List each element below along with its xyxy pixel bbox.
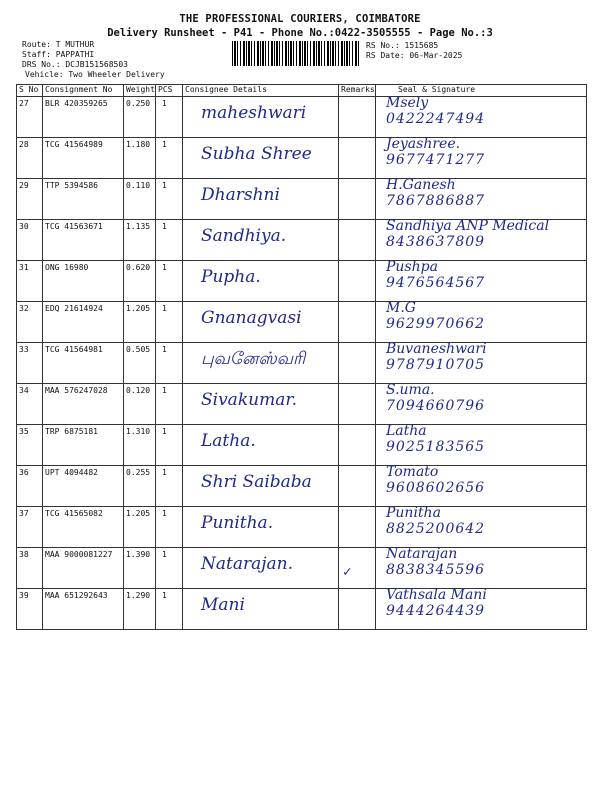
consignee-handwriting: Pupha. [201,267,261,287]
signature-phone: 9476564567 [386,275,486,291]
row-consignee [183,97,339,138]
row-weight: 1.310 [124,425,156,466]
vehicle-label: Vehicle: Two Wheeler Delivery [25,70,165,79]
table-row [17,97,587,138]
row-pcs: 1 [156,302,183,343]
row-remarks [339,466,376,507]
consignee-handwriting: Gnanagvasi [201,308,302,328]
row-pcs: 1 [156,425,183,466]
row-sno: 28 [17,138,43,179]
barcode-icon [232,41,360,66]
row-signature [376,466,587,507]
row-signature [376,343,587,384]
row-pcs: 1 [156,466,183,507]
row-remarks [339,343,376,384]
row-pcs: 1 [156,220,183,261]
row-signature [376,261,587,302]
table-row [17,179,587,220]
staff-label: Staff: PAPPATHI [22,50,95,59]
row-consignee [183,138,339,179]
row-remarks [339,548,376,589]
row-pcs: 1 [156,179,183,220]
signature-name: Buvaneshwari [386,341,487,357]
row-pcs: 1 [156,548,183,589]
row-signature [376,548,587,589]
row-sno: 38 [17,548,43,589]
report-subtitle: Delivery Runsheet - P41 - Phone No.:0422-3505555 - Page No.:3 [107,27,493,39]
row-weight: 0.110 [124,179,156,220]
signature-phone: 8825200642 [386,521,486,537]
row-weight: 1.290 [124,589,156,630]
signature-name: Tomato [386,464,439,480]
row-consignment-no: TCG 41564989 [43,138,124,179]
consignee-handwriting: Mani [201,595,245,615]
row-signature [376,425,587,466]
table-header-row [17,85,587,97]
signature-phone: 9608602656 [386,480,486,496]
row-sno: 36 [17,466,43,507]
signature-name: Vathsala Mani [386,587,487,603]
row-pcs: 1 [156,589,183,630]
row-pcs: 1 [156,138,183,179]
row-consignment-no: BLR 420359265 [43,97,124,138]
row-consignee [183,343,339,384]
signature-name: Msely [386,95,429,111]
signature-phone: 9629970662 [386,316,486,332]
row-remarks [339,261,376,302]
row-sno: 37 [17,507,43,548]
row-consignee [183,261,339,302]
row-consignee [183,507,339,548]
row-pcs: 1 [156,343,183,384]
col-consignment: Consignment No [43,85,124,97]
row-consignment-no: TTP 5394586 [43,179,124,220]
route-label: Route: T MUTHUR [22,40,95,49]
row-sno: 34 [17,384,43,425]
signature-phone: 8438637809 [386,234,486,250]
row-consignment-no: TCG 41564981 [43,343,124,384]
row-signature [376,179,587,220]
signature-phone: 7867886887 [386,193,486,209]
row-weight: 0.250 [124,97,156,138]
row-consignee [183,425,339,466]
row-consignee [183,548,339,589]
row-remarks [339,97,376,138]
row-consignee [183,220,339,261]
row-weight: 1.205 [124,302,156,343]
row-sno: 29 [17,179,43,220]
consignee-handwriting: Shri Saibaba [201,472,312,492]
meta-right [366,41,462,61]
row-sno: 35 [17,425,43,466]
row-sno: 30 [17,220,43,261]
row-pcs: 1 [156,261,183,302]
row-weight: 1.135 [124,220,156,261]
row-signature [376,97,587,138]
row-remarks [339,507,376,548]
row-remarks [339,302,376,343]
signature-phone: 8838345596 [386,562,486,578]
row-signature [376,302,587,343]
signature-phone: 0422247494 [386,111,486,127]
row-remarks [339,425,376,466]
row-consignment-no: MAA 9000081227 [43,548,124,589]
consignee-handwriting: Subha Shree [201,144,312,164]
signature-name: Natarajan [386,546,458,562]
col-signature: Seal & Signature [376,85,587,97]
row-weight: 1.205 [124,507,156,548]
signature-name: Jeyashree. [386,136,461,152]
row-weight: 0.255 [124,466,156,507]
row-consignment-no: TRP 6875181 [43,425,124,466]
drs-label: DRS No.: DCJB151568503 [22,60,128,69]
signature-name: H.Ganesh [386,177,456,193]
row-sno: 39 [17,589,43,630]
consignee-handwriting: Natarajan. [201,554,293,574]
runsheet-table [16,84,587,630]
row-consignment-no: MAA 651292643 [43,589,124,630]
table-row [17,466,587,507]
col-consignee: Consignee Details [183,85,339,97]
table-row [17,589,587,630]
col-sno: S No [17,85,43,97]
consignee-handwriting: Latha. [201,431,256,451]
col-pcs: PCS [156,85,183,97]
signature-phone: 9787910705 [386,357,486,373]
consignee-handwriting: Punitha. [201,513,274,533]
row-consignment-no: ONG 16980 [43,261,124,302]
row-signature [376,589,587,630]
signature-phone: 9677471277 [386,152,486,168]
row-consignment-no: UPT 4094482 [43,466,124,507]
row-consignment-no: TCG 41565082 [43,507,124,548]
table-row [17,384,587,425]
signature-name: M.G [386,300,416,316]
row-pcs: 1 [156,97,183,138]
row-consignee [183,466,339,507]
table-row [17,261,587,302]
row-sno: 31 [17,261,43,302]
signature-phone: 9025183565 [386,439,486,455]
consignee-handwriting: Dharshni [201,185,280,205]
row-remarks [339,179,376,220]
row-signature [376,384,587,425]
row-consignment-no: EDQ 21614924 [43,302,124,343]
signature-phone: 7094660796 [386,398,486,414]
report-title: THE PROFESSIONAL COURIERS, COIMBATORE [179,13,421,25]
row-weight: 0.620 [124,261,156,302]
row-consignee [183,179,339,220]
row-remarks [339,220,376,261]
consignee-handwriting: புவனேஸ்வரி [201,349,306,369]
table-row [17,138,587,179]
table-row [17,507,587,548]
row-signature [376,507,587,548]
signature-name: Latha [386,423,427,439]
table-row [17,302,587,343]
col-weight: Weight [124,85,156,97]
row-weight: 0.505 [124,343,156,384]
consignee-handwriting: maheshwari [201,103,307,123]
table-row [17,343,587,384]
meta-left [22,40,165,80]
signature-name: Sandhiya ANP Medical [386,218,550,234]
signature-phone: 9444264439 [386,603,486,619]
signature-name: S.uma. [386,382,435,398]
row-sno: 32 [17,302,43,343]
consignee-handwriting: Sandhiya. [201,226,287,246]
row-weight: 1.180 [124,138,156,179]
row-sno: 33 [17,343,43,384]
row-sno: 27 [17,97,43,138]
row-remarks [339,138,376,179]
row-remarks [339,384,376,425]
row-pcs: 1 [156,507,183,548]
signature-name: Pushpa [386,259,438,275]
row-signature [376,220,587,261]
rs-number: RS No.: 1515685 [366,41,439,50]
table-row [17,548,587,589]
row-consignee [183,589,339,630]
col-remarks: Remarks [339,85,376,97]
rs-date: RS Date: 06-Mar-2025 [366,51,463,60]
table-row [17,425,587,466]
row-consignee [183,384,339,425]
table-row [17,220,587,261]
consignee-handwriting: Sivakumar. [201,390,297,410]
row-signature [376,138,587,179]
row-consignee [183,302,339,343]
row-consignment-no: MAA 576247028 [43,384,124,425]
row-pcs: 1 [156,384,183,425]
signature-name: Punitha [386,505,441,521]
row-remarks [339,589,376,630]
row-consignment-no: TCG 41563671 [43,220,124,261]
row-weight: 1.390 [124,548,156,589]
remark-mark: ✓ [343,564,352,580]
row-weight: 0.120 [124,384,156,425]
